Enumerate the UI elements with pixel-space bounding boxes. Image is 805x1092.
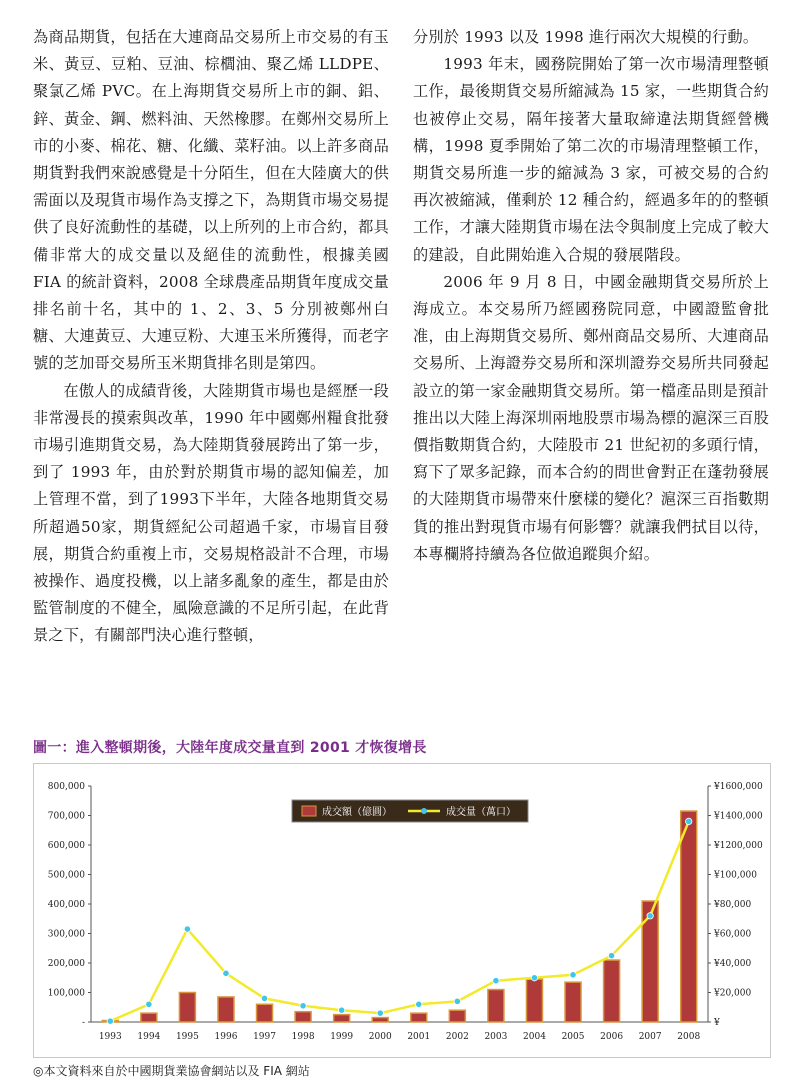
bar [372, 1018, 388, 1022]
bar [681, 811, 697, 1022]
bar [449, 1010, 465, 1022]
paragraph: 2006 年 9 月 8 日，中國金融期貨交易所於上海成立。本交易所乃經國務院同意，中國證監會批准，由上海期貨交易所、鄭州商品交易所、大連商品交易所、上海證券交易所和深圳證券交易所共同發起設立的第一家金融期貨交易所。第一檔產品則是預計推出以大陸上海深圳兩地股票市場為標的滬深三百股價指數期貨合約，大陸股市 21 世紀初的多頭行情，寫下了眾多記錄，而本合約的問世會對正在蓬勃發展的大陸期貨市場帶來什麼樣的變化？滬深三百指數期貨的推出對現貨市場有何影響？就讓我們拭目以待，本專欄將持續為各位做追蹤與介紹。 [413, 272, 769, 563]
x-axis-tick-label: 2007 [638, 1032, 662, 1042]
x-axis-tick-label: 2005 [561, 1032, 585, 1042]
x-axis-tick-label: 1995 [175, 1032, 199, 1042]
bar [295, 1012, 311, 1022]
line-point [531, 975, 537, 981]
paragraph: 為商品期貨，包括在大連商品交易所上市交易的有玉米、黃豆、豆粕、豆油、棕櫚油、聚乙烯 LLDPE、聚氯乙烯 PVC。在上海期貨交易所上市的銅、鋁、鋅、黃金、鋼、燃料油、天然橡膠。在鄭州交易所上市的小麥、棉花、糖、化纖、菜籽油。以上許多商品期貨對我們來說感覺是十分陌生，但在大陸廣大的供需面以及現貨市場作為支撐之下，為期貨市場交易提供了良好流動性的基礎，以上所列的上市合約，都具備非常大的成交量以及絕佳的流動性，根據美國 FIA 的統計資料，2008 全球農產品期貨年度成交量排名前十名，其中的 1、2、3、5 分別被鄭州白糖、大連黃豆、大連豆粉、大連玉米所獲得，而老字號的芝加哥交易所玉米期貨排名則是第四。 [33, 28, 389, 373]
line-point [686, 818, 692, 824]
line-point [223, 970, 229, 976]
right-axis-tick-label: ¥60,000 [714, 929, 752, 940]
x-axis-tick-label: 1993 [98, 1032, 122, 1042]
left-axis-tick-label: - [81, 1018, 85, 1028]
article-right-column [413, 24, 769, 568]
bar [411, 1013, 427, 1022]
x-axis-tick-label: 1998 [291, 1032, 315, 1042]
article-left-column [33, 24, 389, 650]
source-note: ◎本文資料來自於中國期貨業協會網站以及 FIA 網站 [33, 1064, 310, 1078]
figure-caption: 圖一：進入整頓期後，大陸年度成交量直到 2001 才恢復增長 [33, 740, 427, 756]
left-axis-tick-label: 500,000 [47, 870, 85, 881]
right-axis-tick-label: ¥1200,000 [714, 841, 763, 851]
legend-label-line: 成交量（萬口） [446, 807, 516, 818]
chart-frame [33, 763, 771, 1058]
line-point [608, 952, 614, 958]
line-point [300, 1003, 306, 1009]
right-axis-tick-label: ¥20,000 [714, 988, 752, 999]
right-axis-tick-label: ¥1600,000 [714, 782, 763, 792]
right-axis-tick-label: ¥ [714, 1018, 720, 1028]
legend-swatch-marker [421, 808, 427, 814]
line-point [338, 1007, 344, 1013]
left-axis-tick-label: 700,000 [47, 811, 85, 822]
left-axis-tick-label: 300,000 [47, 929, 85, 940]
bar [488, 990, 504, 1022]
paragraph: 在傲人的成績背後，大陸期貨市場也是經歷一段非常漫長的摸索與改革，1990 年中國鄭州糧食批發市場引進期貨交易，為大陸期貨發展跨出了第一步，到了 1993 年，由於對於期貨市場的認知偏差，加上管理不當，到了1993下半年，大陸各地期貨交易所超過50家，期貨經紀公司超過千家，市場盲目發展，期貨合約重複上市，交易規格設計不合理，市場被操作、過度投機，以上諸多亂象的產生，都是由於監管制度的不健全，風險意識的不足所引起，在此背景之下，有關部門決心進行整頓， [33, 381, 389, 645]
x-axis-tick-label: 2003 [484, 1032, 508, 1042]
left-axis-tick-label: 100,000 [47, 988, 85, 999]
line-point [146, 1001, 152, 1007]
x-axis-tick-label: 1996 [214, 1032, 238, 1042]
bar [141, 1013, 157, 1022]
line-point [377, 1010, 383, 1016]
x-axis-tick-label: 2006 [600, 1032, 624, 1042]
line-point [570, 972, 576, 978]
x-axis-tick-label: 2000 [368, 1032, 392, 1042]
right-axis-tick-label: ¥1400,000 [714, 811, 763, 822]
right-axis-tick-label: ¥40,000 [714, 959, 752, 969]
x-axis-tick-label: 2004 [523, 1032, 546, 1042]
line-point [107, 1018, 113, 1024]
left-axis-tick-label: 600,000 [47, 841, 85, 851]
line-point [416, 1001, 422, 1007]
series-line [110, 821, 688, 1021]
x-axis-tick-label: 2002 [445, 1032, 469, 1042]
x-axis-tick-label: 1997 [253, 1032, 276, 1042]
left-axis-tick-label: 400,000 [47, 900, 85, 910]
line-point [184, 926, 190, 932]
line-point [261, 995, 267, 1001]
bar [604, 960, 620, 1022]
x-axis-tick-label: 2008 [677, 1032, 701, 1042]
bar [257, 1004, 273, 1022]
bar [179, 993, 195, 1023]
left-axis-tick-label: 200,000 [47, 959, 85, 969]
x-axis-tick-label: 2001 [407, 1032, 431, 1042]
line-point [647, 913, 653, 919]
bar [565, 982, 581, 1022]
paragraph: 分別於 1993 以及 1998 進行兩次大規模的行動。 [413, 28, 759, 46]
legend-label-bar: 成交額（億圓） [322, 807, 392, 818]
x-axis-tick-label: 1999 [330, 1032, 354, 1042]
x-axis-tick-label: 1994 [137, 1032, 161, 1042]
line-point [454, 998, 460, 1004]
paragraph: 1993 年末，國務院開始了第一次市場清理整頓工作，最後期貨交易所縮減為 15 家，一些期貨合約也被停止交易，隔年接著大量取締違法期貨經營機構，1998 夏季開始了第二次的市場清理整頓工作，期貨交易所進一步的縮減為 3 家，可被交易的合約再次被縮減，僅剩於 12 種合約，經過多年的的整頓工作，才讓大陸期貨市場在法令與制度上完成了較大的建設，自此開始進入合規的發展階段。 [413, 55, 769, 264]
right-axis-tick-label: ¥100,000 [714, 870, 757, 881]
legend-swatch-bar [302, 806, 316, 816]
right-axis-tick-label: ¥80,000 [714, 900, 752, 910]
chart [34, 764, 770, 1057]
bar [334, 1015, 350, 1022]
bar [218, 997, 234, 1022]
line-point [493, 978, 499, 984]
bar [526, 979, 542, 1022]
left-axis-tick-label: 800,000 [47, 782, 85, 792]
